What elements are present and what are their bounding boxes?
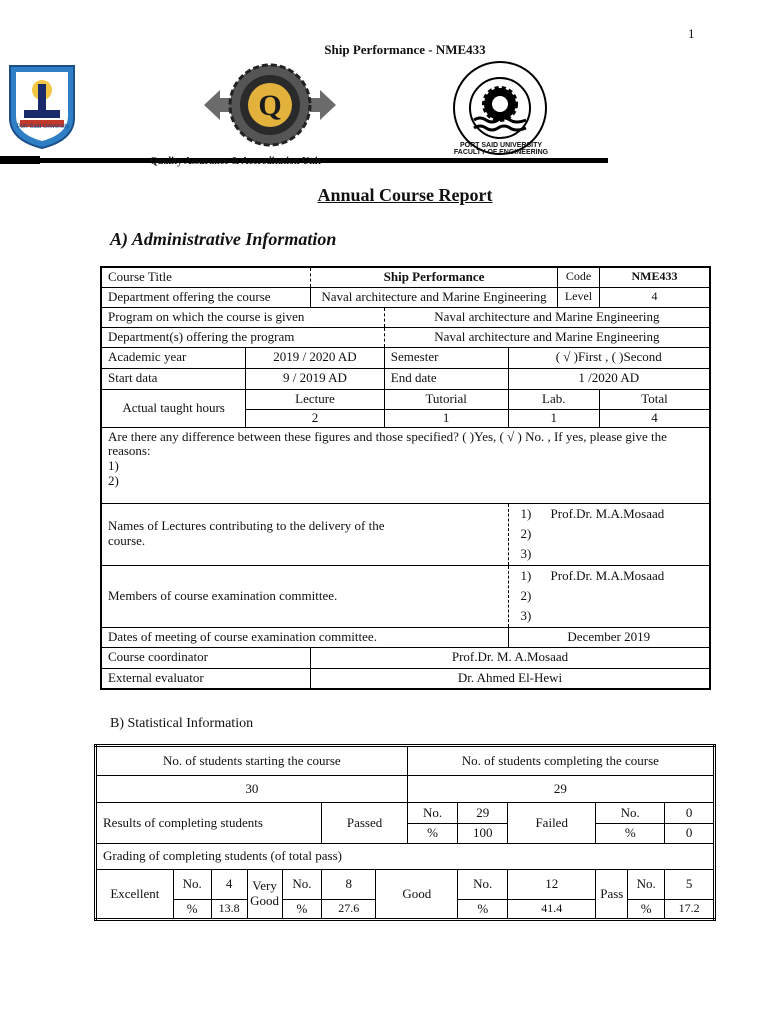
lecturer-item: 1) Prof.Dr. M.A.Mosaad (520, 505, 665, 521)
reason-item: 2) (108, 473, 119, 489)
failed-pct-label: % (596, 824, 665, 844)
failed-no-value: 0 (665, 803, 715, 824)
statistics-table (94, 744, 716, 921)
results-label: Results of completing students (96, 803, 322, 844)
grade-good-pct: 41.4 (508, 900, 596, 920)
grading-label: Grading of completing students (of total pass) (96, 844, 715, 870)
passed-pct-value: 100 (458, 824, 508, 844)
grade-no-label: No. (282, 870, 322, 900)
grade-excellent-pct: 13.8 (211, 900, 247, 920)
program-label: Program on which the course is given (101, 307, 384, 327)
passed-label: Passed (322, 803, 407, 844)
code-label: Code (558, 267, 600, 287)
grade-pass-pct: 17.2 (665, 900, 715, 920)
failed-pct-value: 0 (665, 824, 715, 844)
semester-label: Semester (384, 347, 508, 368)
grade-pct-label: % (173, 900, 211, 920)
failed-label: Failed (508, 803, 596, 844)
depts-program-label: Department(s) offering the program (101, 327, 384, 347)
meeting-value: December 2019 (508, 627, 710, 647)
hours-header-total: Total (599, 389, 710, 409)
committee-item: 3) (520, 607, 532, 623)
evaluator-label: External evaluator (101, 668, 311, 689)
svg-text:Q: Q (258, 89, 282, 122)
starting-label: No. of students starting the course (96, 746, 408, 776)
starting-value: 30 (96, 776, 408, 803)
qa-unit-label: Quality Assurance & Accreditation Unit (150, 156, 321, 167)
passed-no-label: No. (407, 803, 458, 824)
grade-no-label: No. (173, 870, 211, 900)
grade-good-no: 12 (508, 870, 596, 900)
start-date-value: 9 / 2019 AD (246, 368, 385, 389)
completing-label: No. of students completing the course (407, 746, 714, 776)
grade-verygood-no: 8 (322, 870, 376, 900)
hours-lab: 1 (508, 409, 599, 427)
hours-header-lecture: Lecture (246, 389, 385, 409)
reason-item: 1) (108, 458, 119, 474)
end-date-value: 1 /2020 AD (508, 368, 710, 389)
committee-list (508, 565, 710, 627)
grade-pass-label: Pass (596, 870, 628, 920)
grade-pass-no: 5 (665, 870, 715, 900)
dept-label: Department offering the course (101, 287, 311, 307)
administrative-table (100, 266, 711, 690)
code-value: NME433 (599, 267, 710, 287)
report-title: Annual Course Report (317, 185, 493, 205)
hours-total: 4 (599, 409, 710, 427)
grade-verygood-pct: 27.6 (322, 900, 376, 920)
dept-value: Naval architecture and Marine Engineering (311, 287, 558, 307)
level-value: 4 (599, 287, 710, 307)
lecturer-item: 3) (520, 545, 532, 561)
academic-year-label: Academic year (101, 347, 246, 368)
section-a-heading: A) Administrative Information (110, 229, 337, 249)
hours-lecture: 2 (246, 409, 385, 427)
end-date-label: End date (384, 368, 508, 389)
grade-pct-label: % (282, 900, 322, 920)
grade-pct-label: % (458, 900, 508, 920)
passed-no-value: 29 (458, 803, 508, 824)
completing-value: 29 (407, 776, 714, 803)
hours-header-tutorial: Tutorial (384, 389, 508, 409)
course-title-label: Course Title (101, 267, 311, 287)
committee-item: 1) Prof.Dr. M.A.Mosaad (520, 567, 665, 583)
logo-right-caption: PORT SAID UNIVERSITY FACULTY OF ENGINEERING (453, 142, 549, 156)
grade-good-label: Good (376, 870, 458, 920)
grade-excellent-label: Excellent (96, 870, 174, 920)
grade-no-label: No. (628, 870, 665, 900)
logo-left-caption: Port Said University (16, 124, 70, 130)
quality-assurance-logo (200, 60, 340, 150)
coordinator-label: Course coordinator (101, 647, 311, 668)
section-b-heading: B) Statistical Information (110, 716, 254, 731)
program-value: Naval architecture and Marine Engineering (384, 307, 710, 327)
committee-label: Members of course examination committee. (101, 565, 508, 627)
taught-hours-label: Actual taught hours (101, 389, 246, 427)
evaluator-value: Dr. Ahmed El-Hewi (311, 668, 711, 689)
hours-tutorial: 1 (384, 409, 508, 427)
depts-program-value: Naval architecture and Marine Engineering (384, 327, 710, 347)
hours-header-lab: Lab. (508, 389, 599, 409)
grade-no-label: No. (458, 870, 508, 900)
page-number: 1 (688, 26, 695, 41)
passed-pct-label: % (407, 824, 458, 844)
coordinator-value: Prof.Dr. M. A.Mosaad (311, 647, 711, 668)
failed-no-label: No. (596, 803, 665, 824)
lecturers-label: Names of Lectures contributing to the delivery of the course. (101, 503, 508, 565)
difference-question: Are there any difference between these figures and those specified? ( )Yes, ( √ ) No. , If yes, please give the reasons: (108, 428, 667, 459)
course-header: Ship Performance - NME433 (324, 42, 486, 57)
grade-verygood-label: Very Good (247, 870, 282, 920)
course-title-value: Ship Performance (311, 267, 558, 287)
grade-pct-label: % (628, 900, 665, 920)
meeting-label: Dates of meeting of course examination committee. (101, 627, 508, 647)
lecturers-list (508, 503, 710, 565)
university-shield-logo (6, 60, 78, 150)
lecturer-item: 2) (520, 525, 532, 541)
start-date-label: Start data (101, 368, 246, 389)
level-label: Level (558, 287, 600, 307)
semester-value: ( √ )First , ( )Second (508, 347, 710, 368)
grade-excellent-no: 4 (211, 870, 247, 900)
academic-year-value: 2019 / 2020 AD (246, 347, 385, 368)
committee-item: 2) (520, 587, 532, 603)
